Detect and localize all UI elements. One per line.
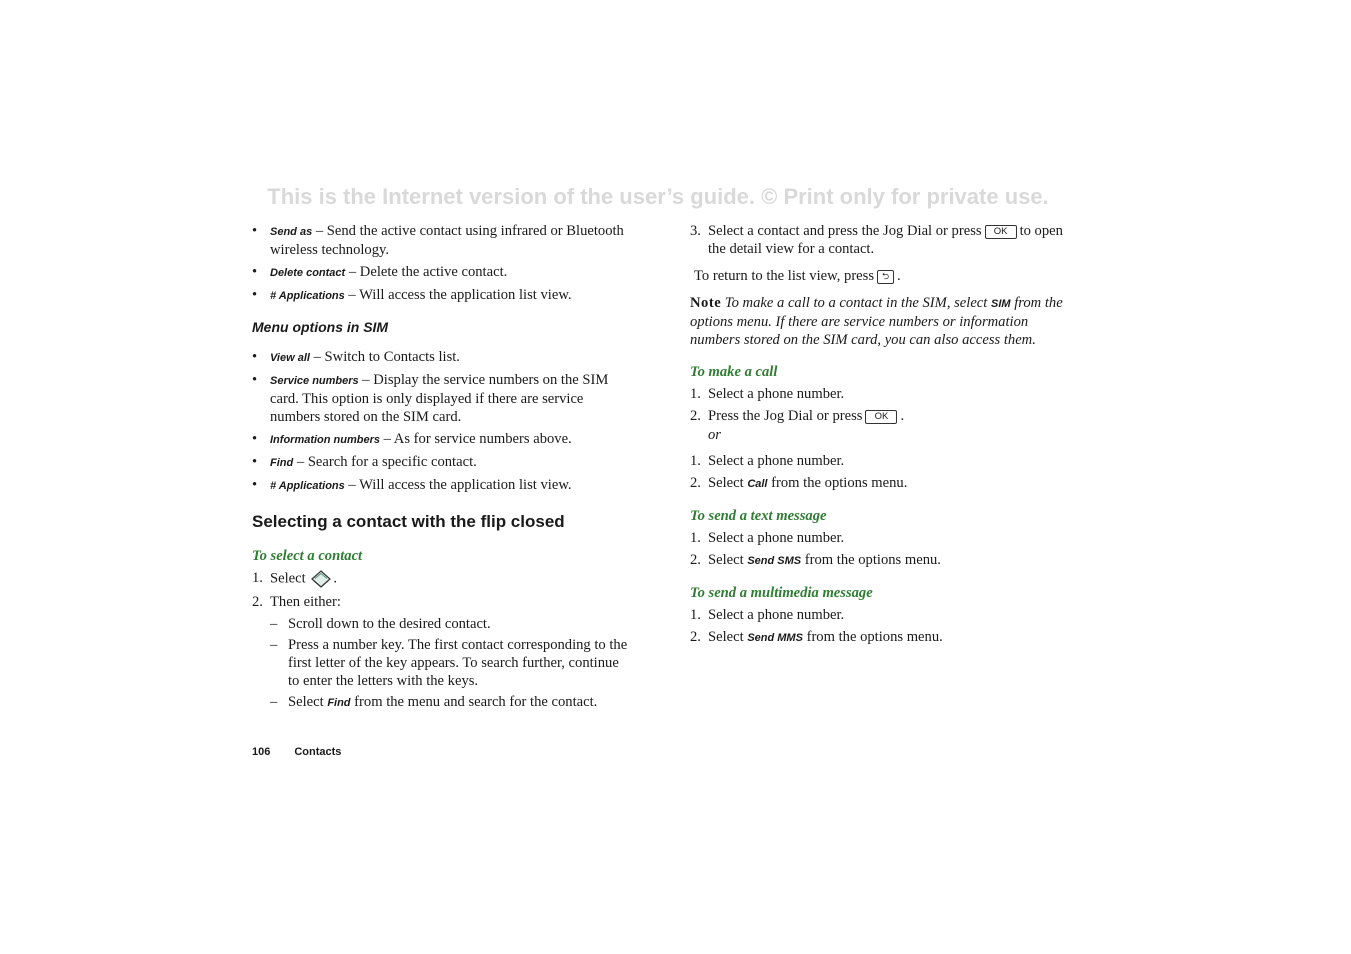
left-column bbox=[252, 222, 632, 715]
menu-term: SIM bbox=[990, 298, 1011, 310]
page-number: 106 bbox=[252, 746, 271, 758]
step-item: 1. Select a phone number. bbox=[690, 386, 845, 402]
right-column bbox=[690, 222, 1070, 651]
menu-term: Send MMS bbox=[747, 632, 803, 644]
menu-term: # Applications bbox=[270, 480, 345, 492]
list-item: • # Applications – Will access the application list view. bbox=[252, 476, 632, 495]
task-heading-make-call: To make a call bbox=[690, 364, 778, 380]
task-heading-send-mms: To send a multimedia message bbox=[690, 585, 873, 601]
menu-term: Call bbox=[747, 478, 768, 490]
step-item: 2. Then either: bbox=[252, 594, 341, 610]
menu-term: View all bbox=[270, 352, 310, 364]
ok-key-icon: OK bbox=[865, 410, 897, 424]
step-item: 2. Press the Jog Dial or press OK . bbox=[690, 408, 905, 424]
step-item: 1. Select a phone number. bbox=[690, 530, 845, 546]
list-item: • Delete contact – Delete the active contact. bbox=[252, 263, 632, 282]
menu-term: Find bbox=[327, 697, 351, 709]
list-item: • View all – Switch to Contacts list. bbox=[252, 348, 632, 367]
list-item: • Information numbers – As for service numbers above. bbox=[252, 430, 632, 449]
ok-key-icon: OK bbox=[985, 225, 1017, 239]
menu-term: Service numbers bbox=[270, 375, 359, 387]
sub-step-item: – Select Find from the menu and search for the contact. bbox=[252, 693, 632, 712]
list-item: • Service numbers – Display the service numbers on the SIM card. This option is only displayed if there are service numbers stored on the SIM card. bbox=[252, 371, 632, 426]
step-item: 1. Select . bbox=[252, 569, 632, 589]
page-footer bbox=[252, 746, 341, 758]
sub-step-item: – Scroll down to the desired contact. bbox=[252, 615, 632, 633]
menu-term: Find bbox=[270, 457, 294, 469]
section-heading: Selecting a contact with the flip closed bbox=[252, 512, 565, 531]
contacts-book-icon bbox=[309, 569, 333, 589]
menu-term: Send SMS bbox=[747, 555, 802, 567]
task-heading-select-contact: To select a contact bbox=[252, 548, 363, 564]
note-label: Note bbox=[690, 295, 722, 311]
step-item: 3. Select a contact and press the Jog Dial or press OK to open the detail view for a contact. bbox=[690, 223, 1063, 257]
menu-term: Delete contact bbox=[270, 267, 346, 279]
back-key-icon: ⮌ bbox=[877, 270, 894, 284]
step-item: 2. Select Send SMS from the options menu. bbox=[690, 552, 941, 568]
sim-menu-heading: Menu options in SIM bbox=[252, 319, 389, 335]
or-separator: or bbox=[708, 427, 721, 443]
menu-term: Information numbers bbox=[270, 434, 381, 446]
note-paragraph: Note To make a call to a contact in the SIM, select SIM from the options menu. If there are service numbers or information numbers stored on the SIM card, you can also access them. bbox=[690, 295, 1063, 348]
list-item: • Find – Search for a specific contact. bbox=[252, 453, 632, 472]
menu-term: Send as bbox=[270, 226, 313, 238]
return-instruction: To return to the list view, press ⮌ . bbox=[694, 268, 901, 284]
step-item: 1. Select a phone number. bbox=[690, 607, 845, 623]
menu-term: # Applications bbox=[270, 290, 345, 302]
step-item: 2. Select Send MMS from the options menu. bbox=[690, 629, 943, 645]
footer-section-name: Contacts bbox=[294, 746, 342, 758]
task-heading-send-sms: To send a text message bbox=[690, 508, 827, 524]
list-item: • Send as – Send the active contact using infrared or Bluetooth wireless technology. bbox=[252, 222, 632, 259]
step-item: 2. Select Call from the options menu. bbox=[690, 475, 908, 491]
list-item: • # Applications – Will access the application list view. bbox=[252, 286, 632, 305]
step-item: 1. Select a phone number. bbox=[690, 453, 845, 469]
sub-step-item: – Press a number key. The first contact corresponding to the first letter of the key appears. To search further, continue to enter the letters with the keys. bbox=[252, 636, 632, 690]
watermark-banner: This is the Internet version of the user’s guide. © Print only for private use. bbox=[267, 184, 1049, 209]
